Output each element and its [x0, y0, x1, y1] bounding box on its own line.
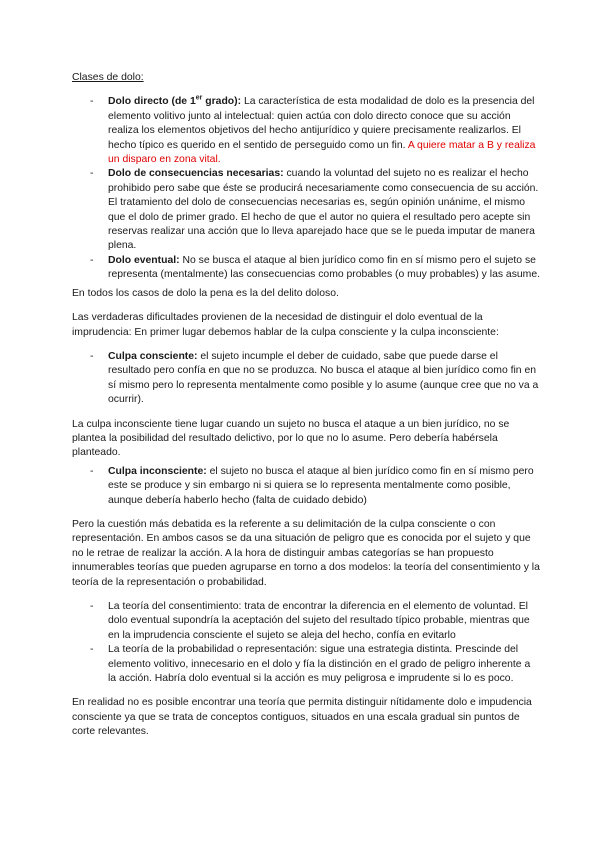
paragraph-dificultades: Las verdaderas dificultades provienen de la necesidad de distinguir el dolo eventual de la imprudencia: En primer lugar debemos hablar de la culpa consciente y la culpa inconsciente: — [72, 312, 499, 338]
culpa-consciente-list — [72, 350, 540, 408]
section-title: Clases de dolo: — [72, 72, 144, 83]
culpa-inconsciente-list — [72, 465, 540, 508]
term-dolo-consecuencias: Dolo de consecuencias necesarias: — [108, 168, 284, 180]
list-item-dolo-directo — [72, 95, 540, 167]
teorias-list — [72, 600, 540, 686]
term-dolo-eventual: Dolo eventual: — [108, 254, 180, 266]
term-dolo-directo: Dolo directo (de 1er grado): — [108, 94, 242, 108]
list-item-teoria-probabilidad: - La teoría de la probabilidad o representación: sigue una estrategia distinta. Prescinde del elemento volitivo, innecesario en el dolo y fía la distinción en el grado de peligro inherente a la acción. Habría dolo eventual si la acción es muy peligrosa e imprudente si lo es poco. — [72, 643, 540, 686]
example-text: A quiere matar a B y realiza un disparo en zona vital. — [108, 139, 536, 166]
list-item-culpa-consciente — [72, 350, 540, 408]
paragraph-pena: En todos los casos de dolo la pena es la del delito doloso. — [72, 287, 339, 299]
list-item-dolo-eventual — [72, 254, 540, 283]
paragraph-culpa-inconsciente: La culpa inconsciente tiene lugar cuando un sujeto no busca el ataque a un bien jurídico, no se plantea la posibilidad del resultado delictivo, por lo que no lo asume. Pero debería habérsela planteado. — [72, 418, 510, 459]
paragraph-cuestion-debatida: Pero la cuestión más debatida es la referente a su delimitación de la culpa consciente o con representación. En ambos casos se da una situación de peligro que es conocida por el sujeto y que no le retrae de realizar la acción. A la hora de distinguir ambas categorías se han propuesto innumerables teorías que pueden agruparse en torno a dos modelos: la teoría del consentimiento y la teoría de la representación o probabilidad. — [72, 518, 540, 588]
document-body — [72, 71, 540, 740]
definition-text: No se busca el ataque al bien jurídico como fin en sí mismo pero el sujeto se representa (mentalmente) las consecuencias como probables (o muy probables) y las asume. — [108, 254, 540, 281]
paragraph-conclusion: En realidad no es posible encontrar una teoría que permita distinguir nítidamente dolo e impudencia consciente ya que se trata de conceptos contiguos, situados en una escala gradual sin puntos de corte relevantes. — [72, 697, 532, 738]
definition-text: La característica de esta modalidad de dolo es la presencia del elemento volitivo junto al intelectual: quien actúa con dolo directo conoce que su acción realiza los elementos objetivos del hecho antijurídico y quiere precisamente realizarlos. El hecho típico es querido en el sentido de perseguido como un fin. — [108, 96, 535, 151]
dolo-types-list — [72, 95, 540, 282]
term-culpa-inconsciente: Culpa inconsciente: — [108, 465, 207, 477]
definition-text: cuando la voluntad del sujeto no es realizar el hecho prohibido pero sabe que éste se producirá necesariamente como consecuencia de su acción. El tratamiento del dolo de consecuencias necesarias es, según opinión unánime, el mismo que el dolo de primer grado. El hecho de que el autor no quiera el resultado pero acepte sin reservas realizar una acción que lo lleva aparejado hace que se le pueda imputar de manera plena. — [108, 168, 539, 252]
definition-text: el sujeto incumple el deber de cuidado, sabe que puede darse el resultado pero confía en que no se produzca. No busca el ataque al bien jurídico como fin en sí mismo pero lo representa mentalmente como posible y lo asume (aunque cree que no va a ocurrir). — [108, 350, 539, 406]
definition-text: el sujeto no busca el ataque al bien jurídico como fin en sí mismo pero este se produce y sin embargo ni si quiera se lo representa mentalmente como posible, aunque debería haberlo hecho (falta de cuidado debido) — [108, 465, 534, 506]
list-item-culpa-inconsciente — [72, 465, 540, 508]
term-culpa-consciente: Culpa consciente: — [108, 350, 198, 362]
list-item-dolo-consecuencias — [72, 167, 540, 253]
list-item-teoria-consentimiento: - La teoría del consentimiento: trata de encontrar la diferencia en el elemento de voluntad. El dolo eventual supondría la aceptación del sujeto del resultado típico probable, mientras que en la imprudencia consciente el sujeto se aleja del hecho, confía en evitarlo — [72, 600, 540, 643]
